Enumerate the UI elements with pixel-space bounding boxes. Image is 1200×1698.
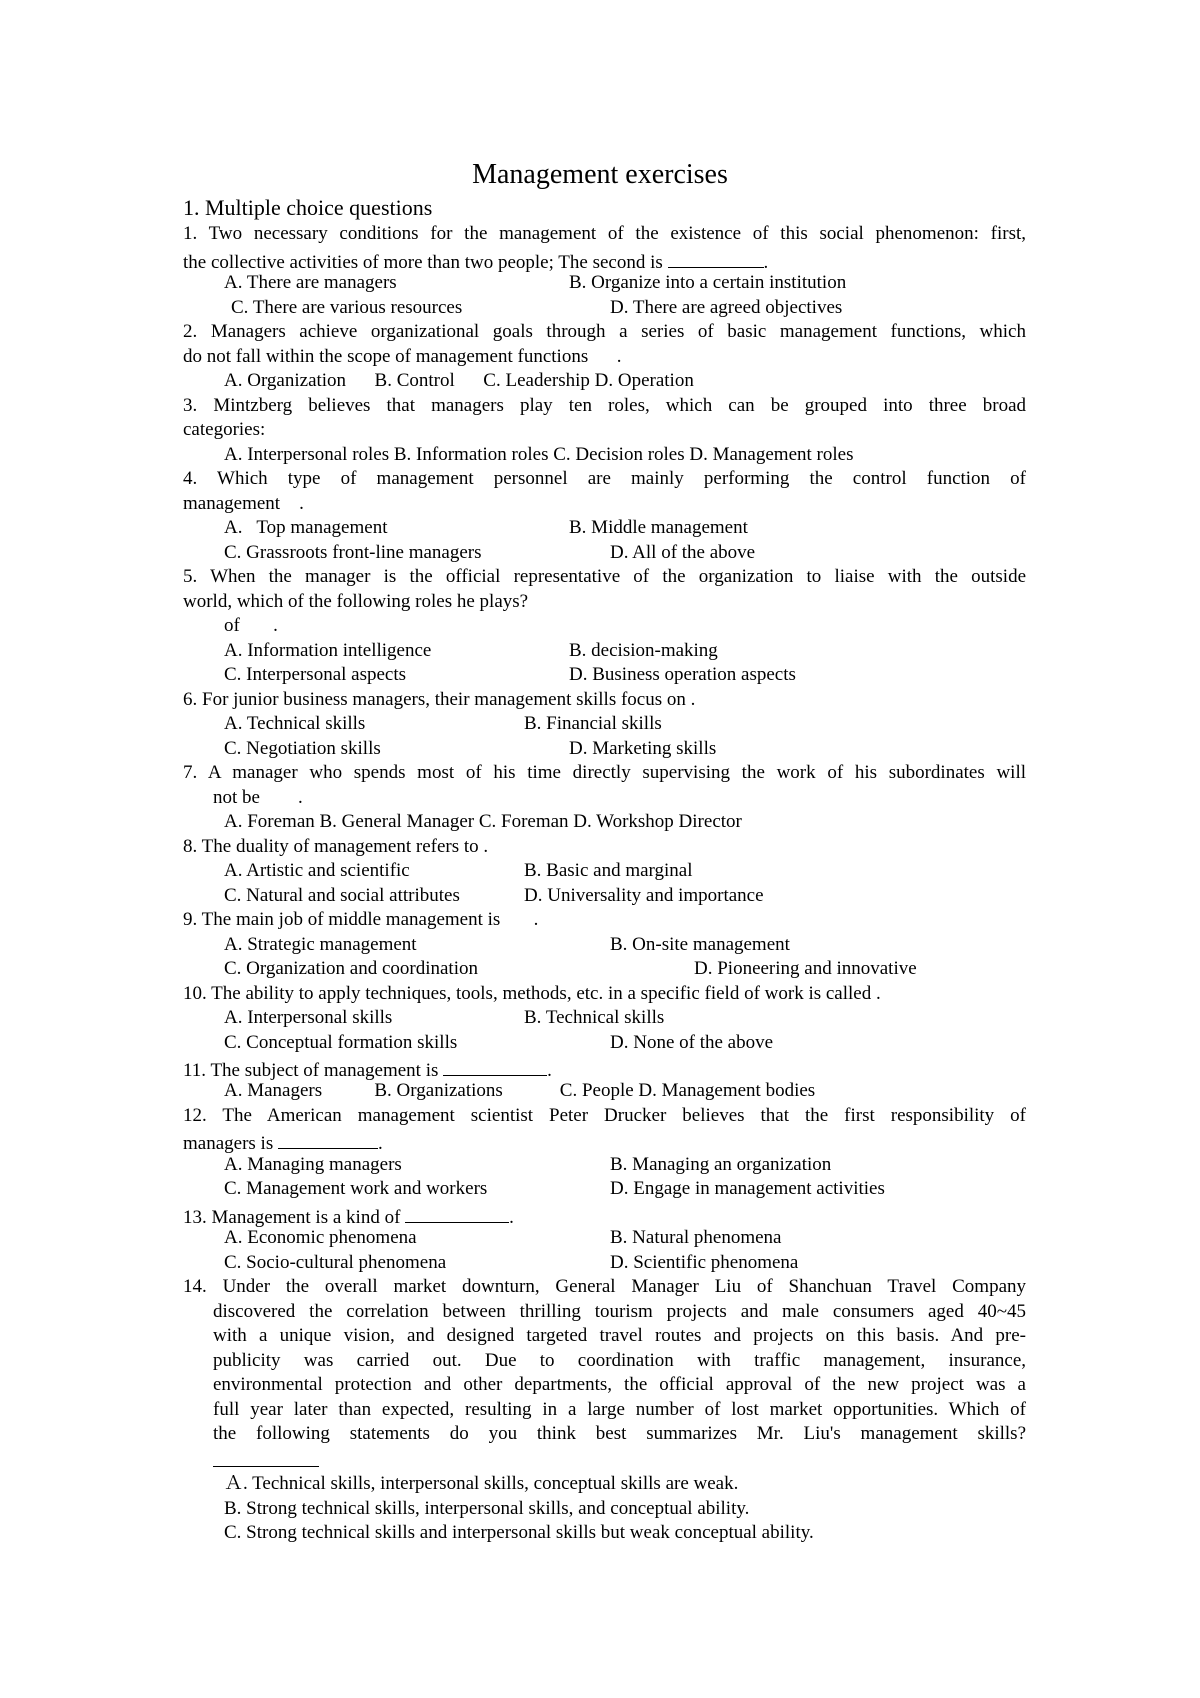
question-14-option-a: Ａ. Technical skills, interpersonal skills, conceptual skills are weak.: [224, 1473, 739, 1494]
question-6-option-a: A. Technical skills: [224, 713, 366, 734]
question-14-option-b: B. Strong technical skills, interpersonal skills, and conceptual ability.: [224, 1498, 750, 1519]
question-1-line-1: 1. Two necessary conditions for the management of the existence of this social phenomenon: first,: [183, 223, 1026, 244]
question-7-line-1: 7. A manager who spends most of his time directly supervising the work of his subordinates will: [183, 762, 1026, 783]
question-4-line-2: management .: [183, 493, 304, 514]
question-14-line-2: discovered the correlation between thrilling tourism projects and male consumers aged 40~45: [213, 1301, 1026, 1322]
answer-blank: [213, 1446, 319, 1467]
question-12-option-a: A. Managing managers: [224, 1154, 402, 1175]
question-6-line-1: 6. For junior business managers, their management skills focus on .: [183, 689, 696, 710]
question-13-line-1: 13. Management is a kind of .: [183, 1202, 514, 1230]
question-5-option-a: A. Information intelligence: [224, 640, 432, 661]
question-3-options: A. Interpersonal roles B. Information roles C. Decision roles D. Management roles: [224, 444, 854, 465]
question-11-options: A. Managers B. Organizations C. People D. Management bodies: [224, 1080, 816, 1101]
question-4-option-d: D. All of the above: [610, 542, 756, 563]
page-title: Management exercises: [472, 159, 728, 190]
question-6-option-b: B. Financial skills: [524, 713, 662, 734]
question-13-option-b: B. Natural phenomena: [610, 1227, 782, 1248]
question-9-option-c: C. Organization and coordination: [224, 958, 478, 979]
question-10-line-1: 10. The ability to apply techniques, tools, methods, etc. in a specific field of work is called .: [183, 983, 881, 1004]
question-7-line-2: not be .: [213, 787, 303, 808]
question-2-line-2: do not fall within the scope of management functions .: [183, 346, 622, 367]
question-14-line-1: 14. Under the overall market downturn, General Manager Liu of Shanchuan Travel Company: [183, 1276, 1026, 1297]
question-10-option-d: D. None of the above: [610, 1032, 774, 1053]
question-5-option-c: C. Interpersonal aspects: [224, 664, 407, 685]
question-4-text: management: [183, 493, 281, 514]
question-11-line-1: 11. The subject of management is .: [183, 1055, 552, 1083]
question-12-text: managers is: [183, 1133, 274, 1154]
question-13-option-d: D. Scientific phenomena: [610, 1252, 799, 1273]
question-8-option-a: A. Artistic and scientific: [224, 860, 410, 881]
question-14-line-5: environmental protection and other departments, the official approval of the new project was a: [213, 1374, 1026, 1395]
question-7-options: A. Foreman B. General Manager C. Foreman D. Workshop Director: [224, 811, 742, 832]
question-2-line-1: 2. Managers achieve organizational goals through a series of basic management functions, which: [183, 321, 1026, 342]
question-8-option-c: C. Natural and social attributes: [224, 885, 460, 906]
question-5-line-3: of .: [224, 615, 278, 636]
question-3-line-2: categories:: [183, 419, 266, 440]
question-10-option-b: B. Technical skills: [524, 1007, 665, 1028]
answer-blank: [405, 1202, 509, 1223]
question-9-option-d: D. Pioneering and innovative: [694, 958, 917, 979]
question-13-text: 13. Management is a kind of: [183, 1207, 401, 1228]
question-14-option-c: C. Strong technical skills and interpersonal skills but weak conceptual ability.: [224, 1522, 814, 1543]
answer-blank: [278, 1128, 378, 1149]
question-4-option-c: C. Grassroots front-line managers: [224, 542, 482, 563]
question-2-text: do not fall within the scope of management functions: [183, 346, 589, 367]
question-14-blank-line: [213, 1446, 319, 1474]
question-4-option-a: A. Top management: [224, 517, 388, 538]
question-12-line-1: 12. The American management scientist Peter Drucker believes that the first responsibility of: [183, 1105, 1026, 1126]
question-12-option-c: C. Management work and workers: [224, 1178, 488, 1199]
question-12-line-2: managers is .: [183, 1128, 383, 1156]
question-9-text: 9. The main job of middle management is: [183, 909, 501, 930]
question-1-option-b: B. Organize into a certain institution: [569, 272, 847, 293]
question-7-text: not be: [213, 787, 260, 808]
question-3-line-1: 3. Mintzberg believes that managers play ten roles, which can be grouped into three broad: [183, 395, 1026, 416]
question-12-option-b: B. Managing an organization: [610, 1154, 832, 1175]
question-11-text: 11. The subject of management is: [183, 1060, 439, 1081]
question-5-option-b: B. decision-making: [569, 640, 718, 661]
question-9-option-a: A. Strategic management: [224, 934, 417, 955]
question-14-line-6: full year later than expected, resulting in a large number of lost market opportunities. Which of: [213, 1399, 1026, 1420]
question-13-option-c: C. Socio-cultural phenomena: [224, 1252, 447, 1273]
question-1-text: the collective activities of more than two people; The second is: [183, 252, 663, 273]
answer-blank: [443, 1055, 547, 1076]
question-5-text: of: [224, 615, 240, 636]
question-4-option-b: B. Middle management: [569, 517, 748, 538]
answer-blank: [668, 247, 764, 268]
question-2-options: A. Organization B. Control C. Leadership D. Operation: [224, 370, 694, 391]
question-14-line-7: the following statements do you think best summarizes Mr. Liu's management skills?: [213, 1423, 1026, 1444]
question-5-line-2: world, which of the following roles he plays?: [183, 591, 529, 612]
question-1-option-a: A. There are managers: [224, 272, 397, 293]
question-13-option-a: A. Economic phenomena: [224, 1227, 417, 1248]
question-4-line-1: 4. Which type of management personnel are mainly performing the control function of: [183, 468, 1026, 489]
question-1-option-d: D. There are agreed objectives: [610, 297, 843, 318]
question-1-option-c: C. There are various resources: [231, 297, 463, 318]
section-heading: 1. Multiple choice questions: [183, 195, 433, 220]
question-5-option-d: D. Business operation aspects: [569, 664, 796, 685]
question-14-line-3: with a unique vision, and designed targeted travel routes and projects on this basis. And pre-: [213, 1325, 1026, 1346]
question-6-option-d: D. Marketing skills: [569, 738, 717, 759]
question-8-line-1: 8. The duality of management refers to .: [183, 836, 489, 857]
question-1-line-2: the collective activities of more than two people; The second is .: [183, 247, 768, 275]
question-9-option-b: B. On-site management: [610, 934, 790, 955]
question-6-option-c: C. Negotiation skills: [224, 738, 381, 759]
question-12-option-d: D. Engage in management activities: [610, 1178, 885, 1199]
question-10-option-a: A. Interpersonal skills: [224, 1007, 393, 1028]
question-9-line-1: 9. The main job of middle management is .: [183, 909, 539, 930]
question-10-option-c: C. Conceptual formation skills: [224, 1032, 458, 1053]
question-14-line-4: publicity was carried out. Due to coordination with traffic management, insurance,: [213, 1350, 1026, 1371]
question-5-line-1: 5. When the manager is the official representative of the organization to liaise with the outside: [183, 566, 1026, 587]
question-8-option-b: B. Basic and marginal: [524, 860, 693, 881]
question-8-option-d: D. Universality and importance: [524, 885, 764, 906]
